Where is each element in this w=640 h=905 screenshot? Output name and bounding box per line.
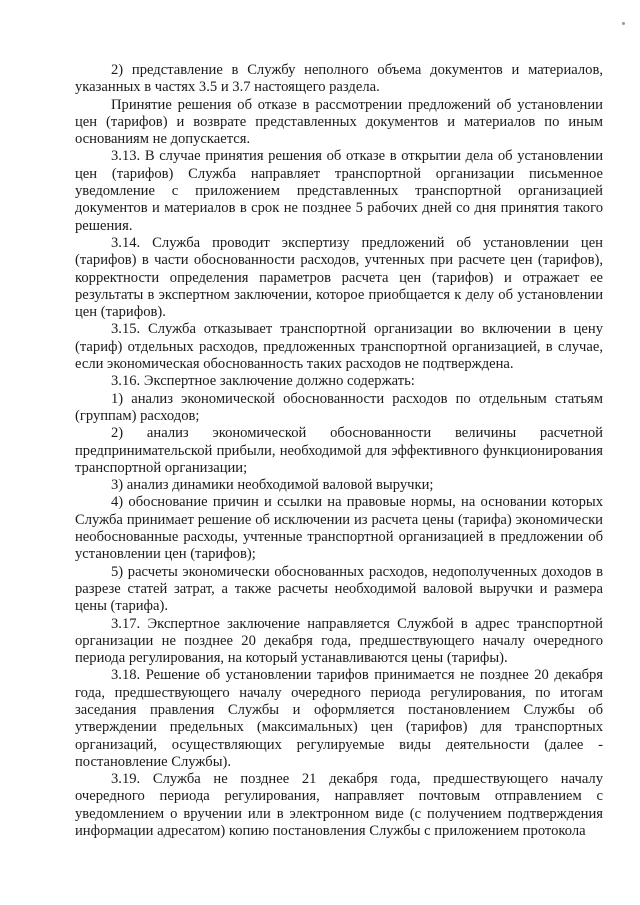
paragraph-3-16-item-4: 4) обоснование причин и ссылки на правовые нормы, на основании которых Служба принимает решение об исключении из расчета цены (тарифа) экономически необоснованные расходы, учтенные транспортной организацией в предложении об установлении цен (тарифов); <box>75 494 603 563</box>
paragraph-3-16-item-2: 2) анализ экономической обоснованности величины расчетной предпринимательской прибыли, необходимой для эффективного функционирования транспортной организации; <box>75 425 603 476</box>
paragraph-3-16-item-5: 5) расчеты экономически обоснованных расходов, недополученных доходов в разрезе статей затрат, а также расчеты необходимой валовой выручки и размера цены (тарифа). <box>75 563 603 615</box>
paragraph-3-16-item-1: 1) анализ экономической обоснованности расходов по отдельным статьям (группам) расходов; <box>75 390 603 424</box>
paragraph-item-2: 2) представление в Службу неполного объема документов и материалов, указанных в частях 3.5 и 3.7 настоящего раздела. <box>75 62 603 96</box>
paragraph-refusal-grounds: Принятие решения об отказе в рассмотрении предложений об установлении цен (тарифов) и возврате представленных документов и материалов по иным основаниям не допускается. <box>75 96 603 148</box>
paragraph-3-16-item-3: 3) анализ динамики необходимой валовой выручки; <box>111 477 434 494</box>
paragraph-3-16: 3.16. Экспертное заключение должно содержать: <box>111 373 415 390</box>
paragraph-3-17: 3.17. Экспертное заключение направляется Службой в адрес транспортной организации не позднее 20 декабря года, предшествующего началу очередного периода регулирования, на который устанавливаются цены (тарифы). <box>75 615 603 667</box>
paragraph-3-14: 3.14. Служба проводит экспертизу предложений об установлении цен (тарифов) в части обоснованности расходов, учтенных при расчете цен (тарифов), корректности определения параметров расчета цен (тарифов) и отражает ее результаты в экспертном заключении, которое приобщается к делу об установлении цен (тарифов). <box>75 234 603 321</box>
paragraph-3-13: 3.13. В случае принятия решения об отказе в открытии дела об установлении цен (тарифов) Служба направляет транспортной организации письменное уведомление с приложением представленных транспортной организацией документов и материалов в срок не позднее 5 рабочих дней со дня принятия такого решения. <box>75 148 603 234</box>
document-page <box>75 62 603 840</box>
paragraph-3-18: 3.18. Решение об установлении тарифов принимается не позднее 20 декабря года, предшествующего началу очередного периода регулирования, по итогам заседания правления Службы и оформляется постановлением Службы об утверждении предельных (максимальных) цен (тарифов) для транспортных организаций, осуществляющих регулируемые виды деятельности (далее - постановление Службы). <box>75 667 603 770</box>
paragraph-3-19: 3.19. Служба не позднее 21 декабря года, предшествующего началу очередного периода регулирования, направляет почтовым отправлением с уведомлением о вручении или в электронном виде (с получением подтверждения информации адресатом) копию постановления Службы с приложением протокола <box>75 771 603 840</box>
scan-speck <box>622 22 625 25</box>
paragraph-3-15: 3.15. Служба отказывает транспортной организации во включении в цену (тариф) отдельных расходов, предложенных транспортной организацией, в случае, если экономическая обоснованность таких расходов не подтверждена. <box>75 321 603 373</box>
